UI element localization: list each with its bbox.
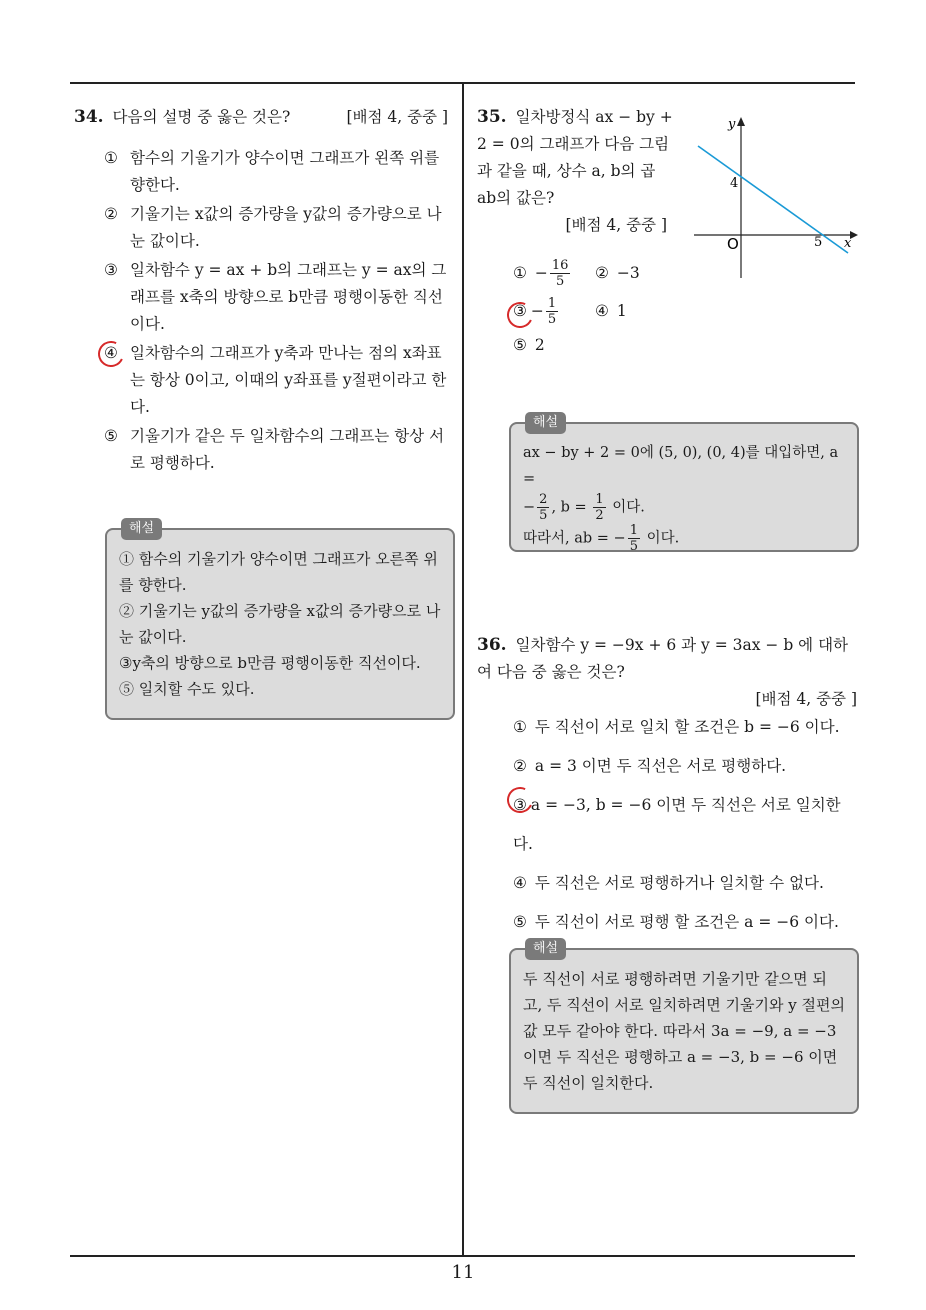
solution-sign: − bbox=[523, 499, 536, 516]
choice-sign: − bbox=[530, 302, 544, 320]
denominator: 5 bbox=[539, 508, 548, 523]
choice-2[interactable] bbox=[513, 747, 857, 786]
choice-number: ④ bbox=[513, 874, 527, 892]
question-35 bbox=[477, 104, 675, 239]
solution-tag: 해설 bbox=[525, 412, 566, 434]
choice-number: ⑤ bbox=[513, 913, 527, 931]
denominator: 5 bbox=[547, 311, 557, 327]
choice-number: ⑤ bbox=[513, 336, 527, 354]
choice-text: 기울기가 같은 두 일차함수의 그래프는 항상 서로 평행하다. bbox=[130, 427, 445, 472]
solution-line: ② 기울기는 y값의 증가량을 x값의 증가량으로 나눈 값이다. bbox=[119, 602, 441, 646]
choice-number: ② bbox=[513, 757, 527, 775]
page-number: 11 bbox=[451, 1262, 475, 1283]
choice-4-selected[interactable] bbox=[74, 340, 448, 421]
answer-circle-mark: ③ bbox=[513, 302, 527, 320]
solution-line: ③y축의 방향으로 b만큼 평행이동한 직선이다. bbox=[119, 654, 421, 672]
graph-line bbox=[698, 146, 848, 253]
choice-text: 2 bbox=[534, 336, 545, 354]
solution-text: , b = bbox=[551, 499, 587, 516]
choice-4[interactable] bbox=[513, 864, 857, 903]
denominator: 5 bbox=[556, 273, 565, 289]
points-label: [배점 4, 중중 ] bbox=[755, 690, 857, 708]
question-stem: 일차함수 y = −9x + 6 과 y = 3ax − b 에 대하여 다음 중 옳은 것은? bbox=[477, 636, 849, 681]
choice-number: ④ bbox=[595, 302, 609, 320]
graph-35 bbox=[690, 112, 858, 284]
choice-5[interactable] bbox=[513, 330, 545, 360]
question-34 bbox=[74, 104, 448, 479]
choice-1[interactable] bbox=[513, 708, 857, 747]
solution-fraction bbox=[628, 523, 640, 554]
origin-label: O bbox=[727, 235, 739, 253]
choice-fraction bbox=[546, 296, 558, 327]
solution-line: ① 함수의 기울기가 양수이면 그래프가 오른쪽 위를 향한다. bbox=[119, 550, 438, 594]
choice-text: 두 직선이 서로 일치 할 조건은 b = −6 이다. bbox=[534, 718, 840, 736]
bottom-rule bbox=[70, 1255, 855, 1257]
y-axis-label: y bbox=[728, 117, 736, 132]
solution-fraction bbox=[537, 492, 549, 523]
question-34-header bbox=[74, 104, 448, 131]
choice-5[interactable] bbox=[513, 903, 857, 942]
solution-line: ax − by + 2 = 0에 (5, 0), (0, 4)를 대입하면, a = bbox=[523, 445, 839, 487]
denominator: 5 bbox=[629, 539, 638, 554]
choice-4[interactable] bbox=[595, 292, 627, 330]
choice-2[interactable] bbox=[74, 201, 448, 255]
choice-text: 함수의 기울기가 양수이면 그래프가 왼쪽 위를 향한다. bbox=[130, 149, 440, 194]
y-axis-arrow bbox=[737, 117, 745, 126]
choice-text: 1 bbox=[616, 302, 627, 320]
answer-circle-mark: ③ bbox=[513, 786, 527, 825]
choice-3[interactable] bbox=[74, 257, 448, 338]
choice-number: ① bbox=[104, 149, 118, 167]
choices-35 bbox=[513, 254, 713, 360]
choice-5[interactable] bbox=[74, 423, 448, 477]
y-intercept-label: 4 bbox=[730, 176, 739, 191]
answer-circle-mark: ④ bbox=[104, 340, 118, 367]
choice-text: 일차함수 y = ax + b의 그래프는 y = ax의 그래프를 x축의 방향으로 b만큼 평행이동한 직선이다. bbox=[130, 261, 447, 333]
choice-3-selected[interactable] bbox=[513, 292, 595, 330]
choice-sign: − bbox=[534, 264, 548, 282]
choice-1[interactable] bbox=[74, 145, 448, 199]
solution-text: 이다. bbox=[612, 499, 645, 516]
numerator: 2 bbox=[539, 492, 548, 507]
numerator: 1 bbox=[629, 523, 638, 538]
choice-2[interactable] bbox=[595, 254, 640, 292]
numerator: 1 bbox=[595, 492, 604, 507]
solution-tag: 해설 bbox=[525, 938, 566, 960]
choice-text: −3 bbox=[616, 264, 640, 282]
solution-line bbox=[523, 523, 845, 554]
solution-line bbox=[523, 492, 845, 523]
question-stem: 다음의 설명 중 옳은 것은? bbox=[112, 108, 291, 126]
x-axis-label: x bbox=[844, 236, 852, 251]
choice-fraction bbox=[550, 258, 571, 289]
choices-36 bbox=[513, 708, 857, 942]
question-number: 34. bbox=[74, 107, 104, 127]
choice-number: ② bbox=[104, 205, 118, 223]
solution-text: 이다. bbox=[646, 530, 680, 547]
denominator: 2 bbox=[595, 508, 604, 523]
solution-box-34 bbox=[105, 521, 455, 720]
numerator: 16 bbox=[551, 257, 569, 273]
solution-box-35 bbox=[509, 415, 859, 554]
solution-tag: 해설 bbox=[121, 518, 162, 540]
choice-text: 두 직선이 서로 평행 할 조건은 a = −6 이다. bbox=[534, 913, 839, 931]
solution-fraction bbox=[593, 492, 605, 523]
choice-number: ① bbox=[513, 264, 527, 282]
choice-1[interactable] bbox=[513, 254, 595, 292]
question-number: 35. bbox=[477, 107, 507, 127]
column-divider bbox=[462, 82, 464, 1256]
choice-text: 두 직선은 서로 평행하거나 일치할 수 없다. bbox=[534, 874, 824, 892]
choice-number: ⑤ bbox=[104, 427, 118, 445]
choice-text: 일차함수의 그래프가 y축과 만나는 점의 x좌표는 항상 0이고, 이때의 y좌표를 y절편이라고 한다. bbox=[130, 344, 447, 416]
solution-box-36 bbox=[509, 941, 859, 1114]
solution-text: 두 직선이 서로 평행하려면 기울기만 같으면 되고, 두 직선이 서로 일치하려면 기울기와 y 절편의 값 모두 같아야 한다. 따라서 3a = −9, a = −3 이면 두 직선은 평행하고 a = −3, b = −6 이면 두 직선이 일치한다. bbox=[523, 970, 845, 1092]
x-intercept-label: 5 bbox=[814, 235, 823, 250]
question-stem: 일차방정식 ax − by + 2 = 0의 그래프가 다음 그림과 같을 때, 상수 a, b의 곱 ab의 값은? bbox=[477, 108, 673, 207]
choice-number: ② bbox=[595, 264, 609, 282]
choice-number: ③ bbox=[104, 261, 118, 279]
numerator: 1 bbox=[547, 295, 557, 311]
points-label: [배점 4, 중중 ] bbox=[565, 216, 667, 234]
solution-line: ⑤ 일치할 수도 있다. bbox=[119, 680, 255, 698]
choice-number: ① bbox=[513, 718, 527, 736]
solution-text: 따라서, ab = − bbox=[523, 530, 626, 547]
points-label: [배점 4, 중중 ] bbox=[346, 108, 448, 126]
choice-text: a = 3 이면 두 직선은 서로 평행하다. bbox=[534, 757, 787, 775]
question-number: 36. bbox=[477, 635, 507, 655]
choice-3-selected[interactable] bbox=[513, 786, 857, 864]
question-36 bbox=[477, 632, 857, 713]
choice-text: 기울기는 x값의 증가량을 y값의 증가량으로 나눈 값이다. bbox=[130, 205, 442, 250]
choice-text: a = −3, b = −6 이면 두 직선은 서로 일치한다. bbox=[513, 796, 841, 853]
